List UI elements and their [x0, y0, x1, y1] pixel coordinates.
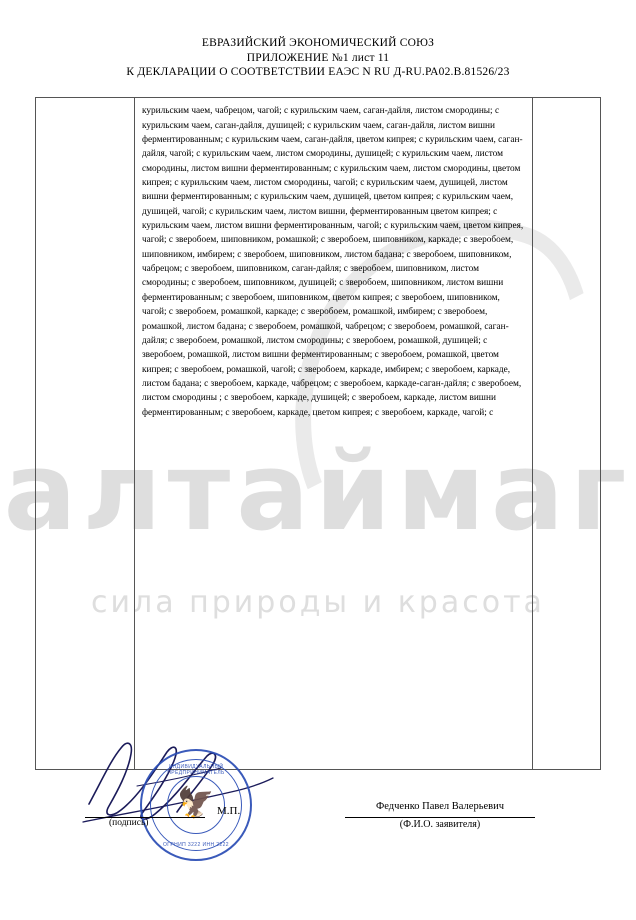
table-cell-product-list: курильским чаем, чабрецом, чагой; с курильским чаем, саган-дайля, листом смородины; с курильским чаем, саган-дайля, душицей; с курильским чаем, саган-дайля, листом вишни ферментированным; с курильским чаем, саган-дайля, цветом кипрея; с курильским чаем, саган-дайля, чагой; с курильским чаем, листом смородины, душицей; с курильским чаем, листом смородины, листом вишни ферментированным; с курильским чаем, листом смородины, цветом кипрея; с курильским чаем, листом смородины, чагой; с курильским чаем, душицей, листом вишни ферментированным; с курильским чаем, душицей, цветом кипрея; с курильским чаем, душицей, чагой; с курильским чаем, листом вишни, ферментированным цветом кипрея; с курильским чаем, листом вишни ферментированным, чагой; с курильским чаем, цветом кипрея, чагой; с зверобоем, шиповником, ромашкой; с зверобоем, шиповником, каркаде; с зверобоем, шиповником, имбирем; с зверобоем, шиповником, листом бадана; с зверобоем, шиповником, чабрецом; с зверобоем, шиповником, саган-дайля; с зверобоем, шиповником, листом смородины; с зверобоем, шиповником, душицей; с зверобоем, шиповником, листом вишни ферментированным; с зверобоем, шиповником, цветом кипрея; с зверобоем, шиповником, чагой; с зверобоем, ромашкой, каркаде; с зверобоем, ромашкой, имбирем; с зверобоем, ромашкой, листом бадана; с зверобоем, ромашкой, чабрецом; с зверобоем, ромашкой, саган-дайля; с зверобоем, ромашкой, листом смородины; с зверобоем, ромашкой, душицей; с зверобоем, ромашкой, листом вишни ферментированным; с зверобоем, ромашкой, цветом кипрея; с зверобоем, ромашкой, чагой; с зверобоем, каркаде, имбирем; с зверобоем, каркаде, листом бадана; с зверобоем, каркаде, чабрецом; с зверобоем, каркаде-саган-дайля; с зверобоем, листом смородины ; с зверобоем, каркаде, душицей; с зверобоем, каркаде, листом вишни ферментированным; с зверобоем, каркаде, цветом кипрея; с зверобоем, каркаде, чагой; с: [142, 106, 526, 418]
double-eagle-icon: 🦅: [177, 786, 215, 820]
content-table: [35, 97, 601, 770]
signature-caption: (подпись): [109, 818, 149, 829]
table-column-middle: [135, 98, 533, 769]
applicant-caption: (Ф.И.О. заявителя): [399, 819, 481, 831]
watermark-sub-text: сила природы и красота: [91, 585, 545, 620]
header-line-union: ЕВРАЗИЙСКИЙ ЭКОНОМИЧЕСКИЙ СОЮЗ: [201, 37, 435, 49]
signature-block: [35, 764, 601, 920]
stamp-text-top: ИНДИВИДУАЛЬНЫЙ ПРЕДПРИНИМАТЕЛЬ: [167, 764, 225, 777]
stamp-label: М.П.: [217, 805, 241, 818]
stamp-text-bottom: ОГРНИП 3222 ИНН 2222: [163, 842, 229, 849]
table-column-right: [533, 98, 600, 769]
applicant-name: Федченко Павел Валерьевич: [375, 801, 505, 813]
document-header: [0, 0, 636, 80]
applicant-name-line: [345, 817, 535, 818]
header-line-annex: ПРИЛОЖЕНИЕ №1 лист 11: [246, 51, 390, 64]
header-line-declaration: К ДЕКЛАРАЦИИ О СООТВЕТСТВИИ ЕАЭС N RU Д-RU.РА02.В.81526/23: [126, 66, 510, 79]
table-column-left: [36, 98, 135, 769]
watermark-main-text: алтаймаг: [3, 430, 633, 555]
